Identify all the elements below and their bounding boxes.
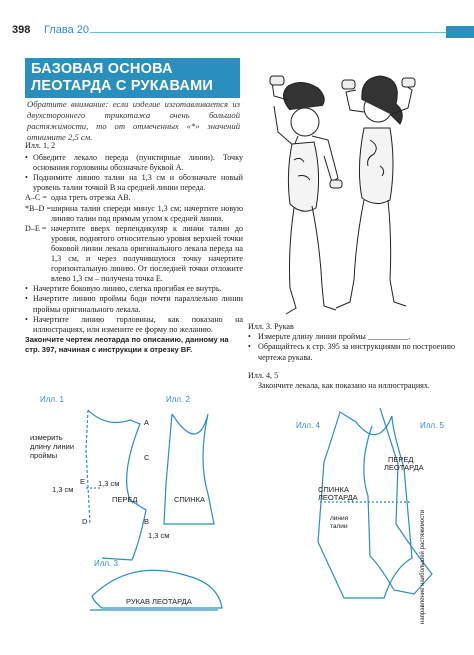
definition-row <box>25 193 243 203</box>
bold-instruction: Закончите чертеж леотарда по описанию, данному на стр. 397, начиная с инструкции к отрезку BF. <box>25 334 229 354</box>
definition-key: D–Е = <box>25 223 47 233</box>
instruction-text: Закончите лекала, как показано на иллюстрациях. <box>258 381 430 391</box>
title-line-1: БАЗОВАЯ ОСНОВА <box>31 61 173 77</box>
definition-row <box>25 224 243 285</box>
header-accent-block <box>446 26 474 38</box>
definition-value: одна треть отрезка АВ. <box>51 193 131 203</box>
cm-label-top: 1,3 см <box>98 479 120 488</box>
ill4-label: Илл. 4 <box>296 421 320 430</box>
page-number: 398 <box>12 24 31 36</box>
attention-note: Обратите внимание: если изделие изготавливается из двухстороннего трикотажа очень большой растяжимости, то от отмеченных «*» значений отнимите 2,5 см. <box>27 99 240 142</box>
ill2-label: Илл. 2 <box>166 395 190 404</box>
instruction-item: • Начертите боковую линию, слегка прогибая ее внутрь. <box>25 284 243 294</box>
girls-illustration <box>250 70 445 320</box>
instructions-3-4-5 <box>248 322 458 391</box>
point-b: B <box>144 517 150 526</box>
waistline-2: талии <box>330 523 348 530</box>
instruction-item: • Поднимите линию талии на 1,3 см и обозначьте новый уровень талии точкой В на средней линии переда. <box>25 173 243 193</box>
ill5-label: Илл. 5 <box>420 421 444 430</box>
section-heading-4-5: Илл. 4, 5 <box>248 370 279 380</box>
page-header <box>0 0 474 38</box>
chapter-label: Глава 20 <box>44 24 90 36</box>
header-rule <box>90 32 450 33</box>
title-line-2: ЛЕОТАРДА С РУКАВАМИ <box>31 78 213 94</box>
definition-row <box>25 204 243 224</box>
back-label: СПИНКА <box>174 495 205 504</box>
instruction-item: • Начертите линию горловины, как показано на иллюстрациях, или измените ее форму по желанию. <box>25 315 243 335</box>
front-leotard-line-2: ЛЕОТАРДА <box>384 463 424 472</box>
ill1-label: Илл. 1 <box>40 395 64 404</box>
point-c: C <box>144 453 150 462</box>
instruction-item: • Обведите лекало переда (пунктирные линии). Точку основания горловины обозначьте буквой А. <box>25 153 243 173</box>
pattern-diagrams <box>20 388 460 648</box>
ill3-label: Илл. 3 <box>94 559 118 568</box>
measure-line-3: проймы <box>30 451 58 460</box>
definition-value: начертите вверх перпендикуляр к линии талии до уровня, поднятого относительно уровня верхней точки боковой линии лекала оригинального лекала переда на 1,3 см, и через получившуюся точку начертите горизонтальную линию. От последней точки отложите влево 1,3 см – получена точка Е. <box>51 223 243 284</box>
point-e: E <box>80 477 86 486</box>
measure-line-2: длину линии <box>30 442 75 451</box>
front-label: ПЕРЕД <box>112 495 138 504</box>
back-leotard-line-1: СПИНКА <box>318 485 349 494</box>
instruction-item: • Обращайтесь к стр. 395 за инструкциями по построению чертежа рукава. <box>248 342 458 362</box>
measure-line-1: измерить <box>30 433 63 442</box>
instruction-item: • Измерьте длину линии проймы __________. <box>248 332 458 342</box>
cm-label-left: 1,3 см <box>52 485 74 494</box>
definition-key: А–С = <box>25 193 47 203</box>
section-heading-1-2: Илл. 1, 2 <box>25 141 56 150</box>
front-leotard-line-1: ПЕРЕД <box>388 455 414 464</box>
definition-value: ширина талии спереди минус 1,3 см; начертите новую линию талии под прямым углом к средней линии. <box>51 203 243 223</box>
back-leotard-line-2: ЛЕОТАРДА <box>318 493 358 502</box>
instructions-1-2 <box>25 141 243 355</box>
waistline-1: линия <box>330 515 349 522</box>
point-d: D <box>82 517 88 526</box>
point-a: A <box>144 418 150 427</box>
stretch-direction-label: направление наибольшей растяжимости <box>420 509 426 624</box>
sleeve-label: РУКАВ ЛЕОТАРДА <box>126 597 192 606</box>
section-title <box>25 58 240 98</box>
section-heading-3: Илл. 3. Рукав <box>248 322 294 331</box>
cm-label-bottom: 1,3 см <box>148 531 170 540</box>
definition-key: *В–D = <box>25 203 51 213</box>
instruction-item: • Начертите линию проймы боди почти параллельно линии проймы оригинального лекала. <box>25 294 243 314</box>
